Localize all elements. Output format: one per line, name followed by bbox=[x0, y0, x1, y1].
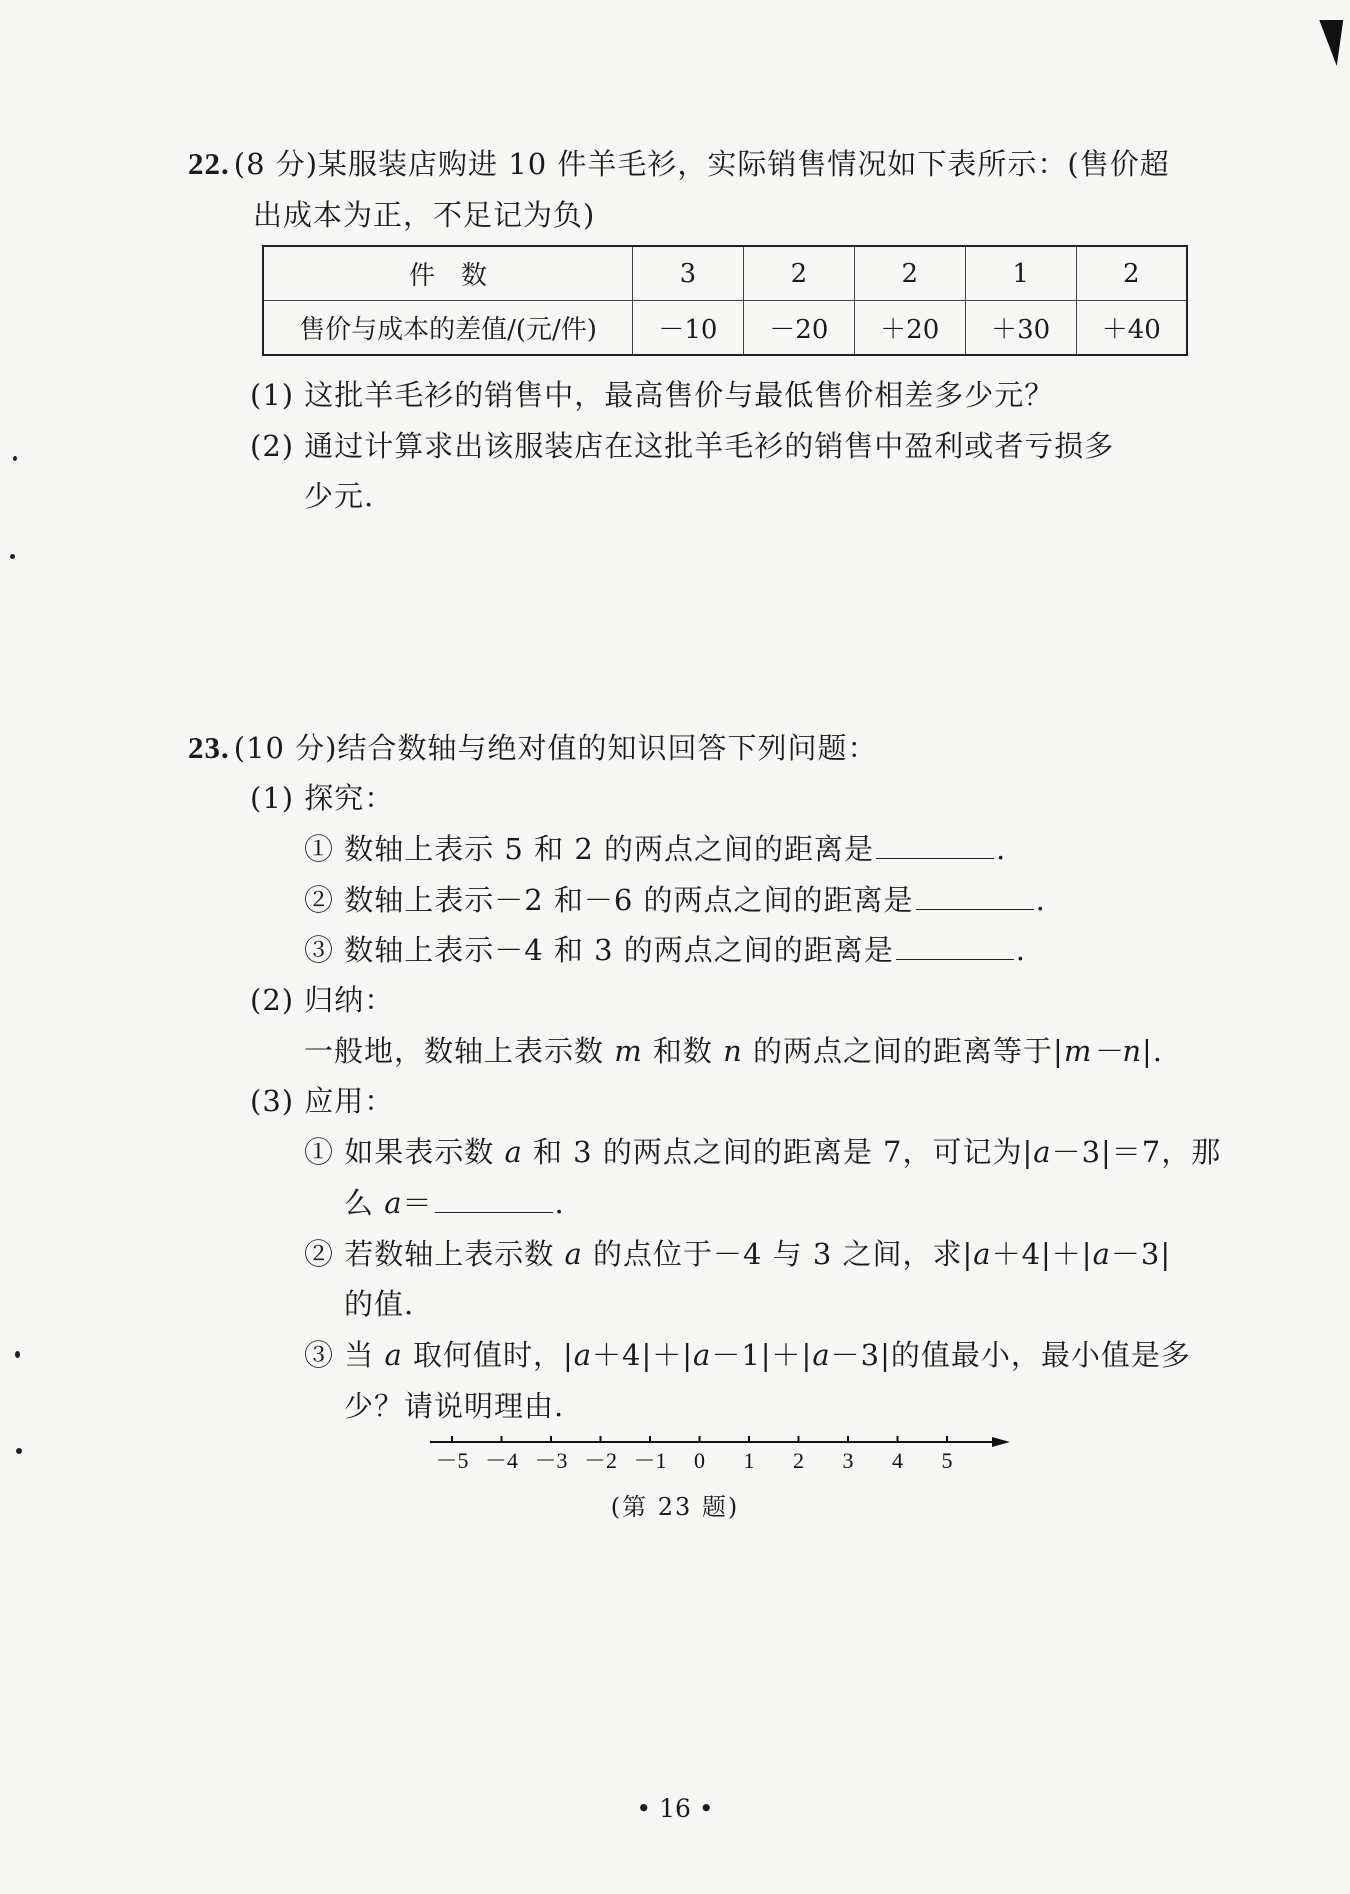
text: ③ 当 bbox=[304, 1338, 385, 1372]
table-row-header: 售价与成本的差值/(元/件) bbox=[263, 301, 633, 356]
q23-part2-heading: (2) 归纳： bbox=[250, 983, 395, 1017]
answer-blank bbox=[435, 1190, 553, 1213]
figure-caption: (第 23 题) bbox=[610, 1493, 740, 1521]
number-line-tick-label: －2 bbox=[583, 1448, 618, 1473]
text: 的点位于－4 与 3 之间，求| bbox=[582, 1237, 974, 1271]
q23-part1-item1 bbox=[304, 827, 1006, 868]
table-cell: －20 bbox=[743, 301, 854, 356]
q23-part1-item3 bbox=[304, 928, 1026, 969]
number-line-tick-label: －5 bbox=[435, 1448, 469, 1473]
text: ① 如果表示数 bbox=[304, 1135, 505, 1169]
variable-m: m bbox=[614, 1034, 643, 1068]
table-cell: ＋30 bbox=[965, 301, 1076, 356]
number-line-tick-label: －1 bbox=[633, 1448, 667, 1473]
q22-stem: (8 分)某服装店购进 10 件羊毛衫，实际销售情况如下表所示：(售价超 bbox=[233, 147, 1170, 181]
table-row-header: 件 数 bbox=[263, 246, 633, 301]
variable-a: a bbox=[693, 1338, 712, 1372]
number-line-tick-label: 1 bbox=[743, 1448, 755, 1473]
variable-a: a bbox=[1033, 1135, 1052, 1169]
question-number: 22. bbox=[188, 146, 230, 181]
q22-line2: 出成本为正，不足记为负) bbox=[253, 198, 596, 232]
scan-speck bbox=[15, 1351, 20, 1358]
table-cell: 2 bbox=[854, 246, 965, 301]
text: ＋4|＋| bbox=[991, 1237, 1093, 1271]
q22-part2-line2: 少元. bbox=[304, 479, 375, 513]
scan-speck bbox=[10, 554, 15, 559]
number-line-tick-label: 2 bbox=[793, 1448, 804, 1473]
period: . bbox=[554, 1186, 565, 1220]
sales-table bbox=[262, 245, 1188, 356]
scan-corner-mark bbox=[1313, 20, 1343, 66]
text: ＝ bbox=[402, 1186, 433, 1220]
scan-speck bbox=[13, 456, 17, 461]
q23-part3-item1-line2 bbox=[344, 1181, 565, 1222]
number-line-tick-label: 4 bbox=[892, 1448, 903, 1473]
text: 么 bbox=[344, 1186, 385, 1220]
item-text: ② 数轴上表示－2 和－6 的两点之间的距离是 bbox=[304, 883, 914, 917]
period: . bbox=[996, 832, 1007, 866]
variable-n: n bbox=[723, 1034, 743, 1068]
text: 和 3 的两点之间的距离是 7，可记为| bbox=[522, 1135, 1034, 1169]
text: －3|＝7，那 bbox=[1051, 1135, 1222, 1169]
number-line-tick-label: 5 bbox=[941, 1448, 953, 1473]
text: 取何值时，| bbox=[402, 1338, 574, 1372]
number-line-tick-label: 3 bbox=[842, 1448, 854, 1473]
variable-a: a bbox=[504, 1135, 523, 1169]
text: 和数 bbox=[642, 1034, 724, 1068]
item-text: ③ 数轴上表示－4 和 3 的两点之间的距离是 bbox=[304, 933, 894, 967]
question-number: 23. bbox=[188, 730, 230, 765]
variable-a: a bbox=[812, 1338, 831, 1372]
table-cell: 2 bbox=[1076, 246, 1187, 301]
q23-part2-text bbox=[304, 1029, 1163, 1070]
table-cell: 1 bbox=[965, 246, 1076, 301]
table-cell: ＋40 bbox=[1076, 301, 1187, 356]
q23-part1-item2 bbox=[304, 878, 1046, 919]
q23-line1 bbox=[188, 726, 878, 767]
q22-line1 bbox=[188, 142, 1170, 183]
number-line-tick-label: 0 bbox=[694, 1448, 705, 1473]
formula: m－n bbox=[1063, 1034, 1143, 1068]
q22-part1: (1) 这批羊毛衫的销售中，最高售价与最低售价相差多少元？ bbox=[250, 378, 1055, 412]
answer-blank bbox=[896, 937, 1014, 960]
number-line-tick-label: －3 bbox=[534, 1448, 568, 1473]
period: . bbox=[1015, 933, 1026, 967]
q23-part1-heading: (1) 探究： bbox=[250, 781, 395, 815]
period: . bbox=[1035, 883, 1046, 917]
table-row bbox=[263, 301, 1187, 356]
q23-part3-item2-line2: 的值. bbox=[344, 1287, 415, 1321]
variable-a: a bbox=[384, 1186, 403, 1220]
table-row bbox=[263, 246, 1187, 301]
q23-part3-item3-line1 bbox=[304, 1333, 1191, 1374]
page-number: • 16 • bbox=[636, 1794, 714, 1823]
text: 一般地，数轴上表示数 bbox=[304, 1034, 615, 1068]
q22-part2-line1: (2) 通过计算求出该服装店在这批羊毛衫的销售中盈利或者亏损多 bbox=[250, 429, 1115, 463]
text: ② 若数轴上表示数 bbox=[304, 1237, 565, 1271]
arrow-icon bbox=[992, 1437, 1010, 1447]
table-cell: 2 bbox=[743, 246, 854, 301]
text: 的两点之间的距离等于| bbox=[742, 1034, 1064, 1068]
variable-a: a bbox=[1092, 1237, 1111, 1271]
scan-speck bbox=[16, 1448, 22, 1454]
q23-part3-item2-line1 bbox=[304, 1232, 1171, 1273]
table-cell: ＋20 bbox=[854, 301, 965, 356]
q23-stem: (10 分)结合数轴与绝对值的知识回答下列问题： bbox=[233, 731, 878, 765]
q23-part3-heading: (3) 应用： bbox=[250, 1084, 395, 1118]
text: ＋4|＋| bbox=[592, 1338, 694, 1372]
number-line bbox=[430, 1424, 1020, 1474]
answer-blank bbox=[916, 887, 1034, 910]
text: －3|的值最小，最小值是多 bbox=[830, 1338, 1191, 1372]
q23-part3-item3-line2: 少？请说明理由. bbox=[344, 1389, 565, 1423]
answer-blank bbox=[876, 836, 994, 859]
item-text: ① 数轴上表示 5 和 2 的两点之间的距离是 bbox=[304, 832, 874, 866]
q23-part3-item1-line1 bbox=[304, 1130, 1221, 1171]
number-line-tick-label: －4 bbox=[484, 1448, 519, 1473]
text: |. bbox=[1142, 1034, 1164, 1068]
text: －3| bbox=[1110, 1237, 1172, 1271]
variable-a: a bbox=[564, 1237, 583, 1271]
text: －1|＋| bbox=[711, 1338, 813, 1372]
table-cell: 3 bbox=[633, 246, 744, 301]
variable-a: a bbox=[573, 1338, 593, 1372]
variable-a: a bbox=[384, 1338, 403, 1372]
variable-a: a bbox=[973, 1237, 992, 1271]
table-cell: －10 bbox=[633, 301, 744, 356]
